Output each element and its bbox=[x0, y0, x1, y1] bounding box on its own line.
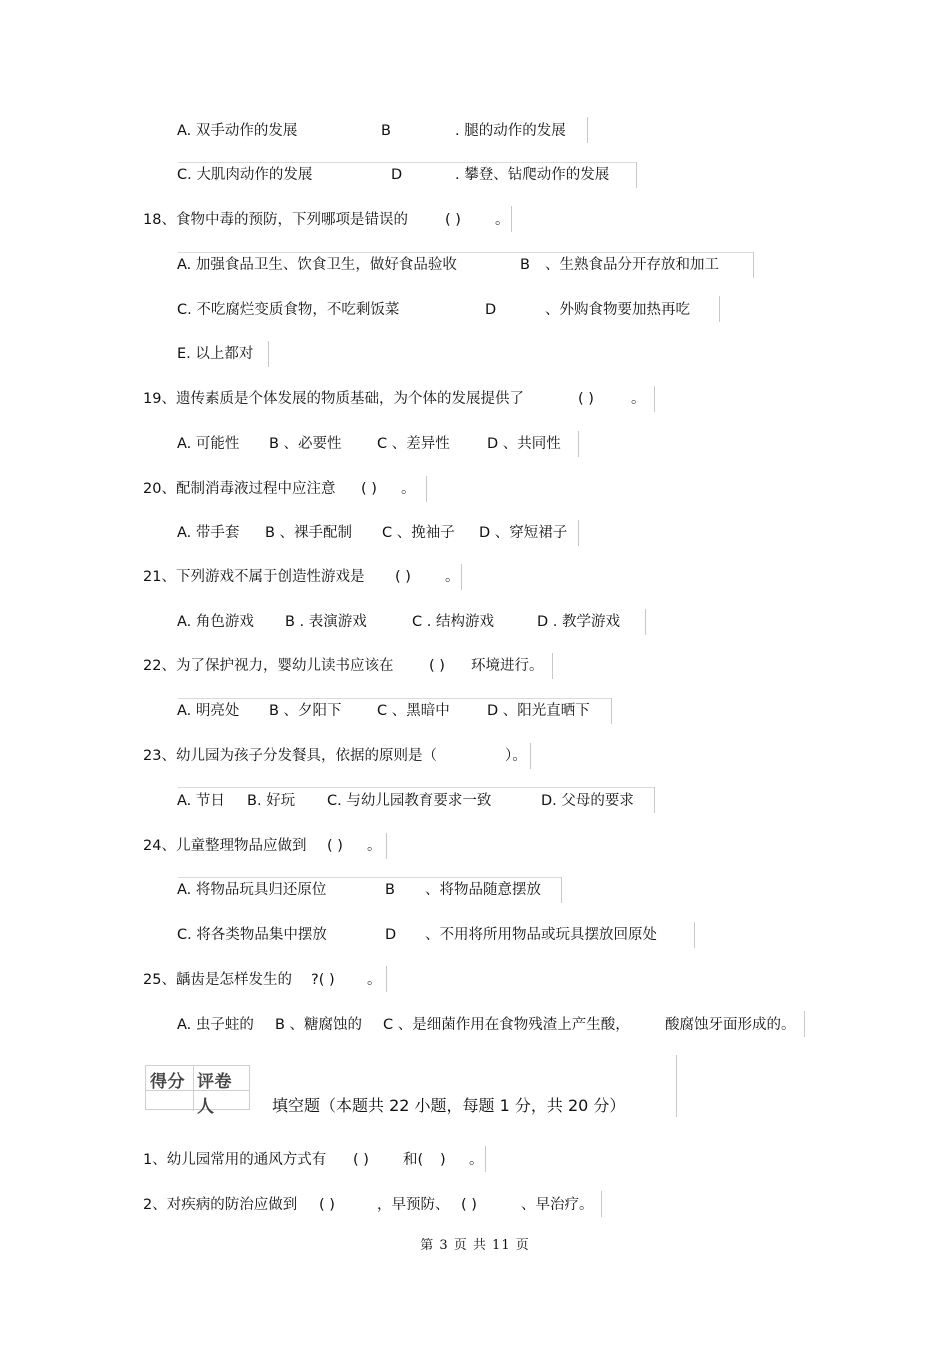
question-25-stem: 25、龋齿是怎样发生的 bbox=[143, 972, 292, 988]
q18-option-a: A. 加强食品卫生、饮食卫生，做好食品验收 bbox=[177, 257, 457, 273]
question-end: 。 bbox=[469, 1152, 484, 1168]
question-end: 。 bbox=[401, 481, 416, 497]
margin-rule bbox=[676, 1055, 677, 1117]
margin-rule bbox=[611, 698, 612, 724]
answer-blank: ( ) bbox=[395, 569, 411, 585]
answer-blank: ( ) bbox=[461, 1197, 477, 1213]
fill-question-1-stem: 1、幼儿园常用的通风方式有 bbox=[143, 1152, 327, 1168]
answer-blank: ( ) bbox=[445, 212, 461, 228]
q24-option-a: A. 将物品玩具归还原位 bbox=[177, 882, 327, 898]
question-21-stem: 21、下列游戏不属于创造性游戏是 bbox=[143, 569, 365, 585]
text-underline bbox=[178, 252, 753, 253]
grader-label: 评卷人 bbox=[197, 1072, 232, 1117]
text-underline bbox=[178, 877, 562, 878]
margin-rule bbox=[386, 833, 387, 859]
q23-option-d: D. 父母的要求 bbox=[541, 793, 634, 809]
margin-rule bbox=[694, 922, 695, 948]
q25-option-c: C 、是细菌作用在食物残渣上产生酸， bbox=[383, 1017, 630, 1033]
q23-option-a: A. 节日 bbox=[177, 793, 225, 809]
question-end: 、早治疗。 bbox=[521, 1197, 594, 1213]
q22-option-a: A. 明亮处 bbox=[177, 703, 240, 719]
q18-option-d-letter: D bbox=[485, 302, 497, 318]
q17-option-d: . 攀登、钻爬动作的发展 bbox=[455, 167, 610, 183]
q24-option-d-letter: D bbox=[385, 927, 397, 943]
q19-option-a: A. 可能性 bbox=[177, 436, 240, 452]
answer-blank: ( ) bbox=[361, 481, 377, 497]
margin-rule bbox=[601, 1191, 602, 1217]
question-23-stem: 23、幼儿园为孩子分发餐具，依据的原则是（ bbox=[143, 748, 437, 764]
q24-option-b: 、将物品随意摆放 bbox=[425, 882, 541, 898]
fill-question-2-stem: 2、对疾病的防治应做到 bbox=[143, 1197, 298, 1213]
question-end: 。 bbox=[445, 569, 460, 585]
q21-option-d: D . 教学游戏 bbox=[537, 614, 620, 630]
question-19-stem: 19、遗传素质是个体发展的物质基础，为个体的发展提供了 bbox=[143, 391, 524, 407]
q18-option-b: 、生熟食品分开存放和加工 bbox=[545, 257, 719, 273]
answer-blank: ?( ) bbox=[311, 972, 335, 988]
question-18-stem: 18、食物中毒的预防，下列哪项是错误的 bbox=[143, 212, 408, 228]
q17-option-d-letter: D bbox=[391, 167, 403, 183]
margin-rule bbox=[561, 877, 562, 903]
margin-rule bbox=[485, 1146, 486, 1172]
q19-option-d: D 、共同性 bbox=[487, 436, 561, 452]
margin-rule bbox=[753, 252, 754, 278]
question-end: 。 bbox=[631, 391, 646, 407]
q22-option-b: B 、夕阳下 bbox=[269, 703, 342, 719]
margin-rule bbox=[530, 743, 531, 769]
q24-option-b-letter: B bbox=[385, 882, 395, 898]
table-divider bbox=[193, 1066, 194, 1111]
q19-option-c: C 、差异性 bbox=[377, 436, 450, 452]
margin-rule bbox=[552, 653, 553, 679]
question-end: 。 bbox=[495, 212, 510, 228]
q18-option-c: C. 不吃腐烂变质食物，不吃剩饭菜 bbox=[177, 302, 400, 318]
q17-option-b-letter: B bbox=[381, 123, 391, 139]
answer-blank: ( ) bbox=[353, 1152, 369, 1168]
q24-option-d: 、不用将所用物品或玩具摆放回原处 bbox=[425, 927, 657, 943]
q20-option-b: B 、裸手配制 bbox=[265, 525, 353, 541]
margin-rule bbox=[268, 341, 269, 367]
q17-option-b: . 腿的动作的发展 bbox=[455, 123, 566, 139]
q25-option-c-continued: 酸腐蚀牙面形成的。 bbox=[665, 1017, 796, 1033]
fill-question-2-mid: ，早预防、 bbox=[377, 1197, 450, 1213]
question-22-stem: 22、为了保护视力，婴幼儿读书应该在 bbox=[143, 658, 394, 674]
answer-blank: ( ) bbox=[578, 391, 594, 407]
margin-rule bbox=[587, 117, 588, 143]
q23-option-c: C. 与幼儿园教育要求一致 bbox=[327, 793, 492, 809]
margin-rule bbox=[461, 564, 462, 590]
margin-rule bbox=[719, 296, 720, 322]
q25-option-b: B 、糖腐蚀的 bbox=[275, 1017, 363, 1033]
margin-rule bbox=[386, 966, 387, 992]
text-underline bbox=[178, 162, 636, 163]
question-24-stem: 24、儿童整理物品应做到 bbox=[143, 838, 307, 854]
q17-option-c: C. 大肌肉动作的发展 bbox=[177, 167, 313, 183]
question-end: 。 bbox=[367, 972, 382, 988]
q23-option-b: B. 好玩 bbox=[247, 793, 296, 809]
q17-option-a: A. 双手动作的发展 bbox=[177, 123, 298, 139]
question-end: ）。 bbox=[505, 748, 527, 764]
margin-rule bbox=[578, 520, 579, 546]
margin-rule bbox=[426, 476, 427, 502]
q21-option-c: C . 结构游戏 bbox=[412, 614, 494, 630]
section-title: 填空题（本题共 22 小题，每题 1 分，共 20 分） bbox=[272, 1096, 626, 1115]
q20-option-a: A. 带手套 bbox=[177, 525, 240, 541]
margin-rule bbox=[578, 431, 579, 457]
answer-blank: ( ) bbox=[327, 838, 343, 854]
q24-option-c: C. 将各类物品集中摆放 bbox=[177, 927, 327, 943]
question-20-stem: 20、配制消毒液过程中应注意 bbox=[143, 481, 336, 497]
score-label: 得分 bbox=[150, 1072, 185, 1092]
fill-question-1-mid: 和( bbox=[403, 1152, 424, 1168]
margin-rule bbox=[511, 206, 512, 232]
question-end: 。 bbox=[367, 838, 382, 854]
q25-option-a: A. 虫子蛀的 bbox=[177, 1017, 254, 1033]
margin-rule bbox=[804, 1011, 805, 1037]
answer-blank: ( ) bbox=[429, 658, 445, 674]
q21-option-b: B . 表演游戏 bbox=[285, 614, 367, 630]
margin-rule bbox=[636, 162, 637, 188]
answer-blank: ( ) bbox=[319, 1197, 335, 1213]
question-end: 环境进行。 bbox=[471, 658, 544, 674]
q18-option-b-letter: B bbox=[520, 257, 530, 273]
margin-rule bbox=[654, 787, 655, 813]
q22-option-c: C 、黑暗中 bbox=[377, 703, 450, 719]
text-underline bbox=[178, 787, 654, 788]
q22-option-d: D 、阳光直晒下 bbox=[487, 703, 590, 719]
q19-option-b: B 、必要性 bbox=[269, 436, 342, 452]
score-table bbox=[145, 1065, 250, 1117]
answer-blank-close: ) bbox=[440, 1152, 446, 1168]
page-number-footer: 第 3 页 共 11 页 bbox=[420, 1238, 530, 1253]
q20-option-d: D 、穿短裙子 bbox=[479, 525, 568, 541]
margin-rule bbox=[654, 386, 655, 412]
q18-option-d: 、外购食物要加热再吃 bbox=[545, 302, 690, 318]
q18-option-e: E. 以上都对 bbox=[177, 346, 254, 362]
text-underline bbox=[178, 698, 611, 699]
q20-option-c: C 、挽袖子 bbox=[382, 525, 455, 541]
margin-rule bbox=[645, 609, 646, 635]
q21-option-a: A. 角色游戏 bbox=[177, 614, 254, 630]
